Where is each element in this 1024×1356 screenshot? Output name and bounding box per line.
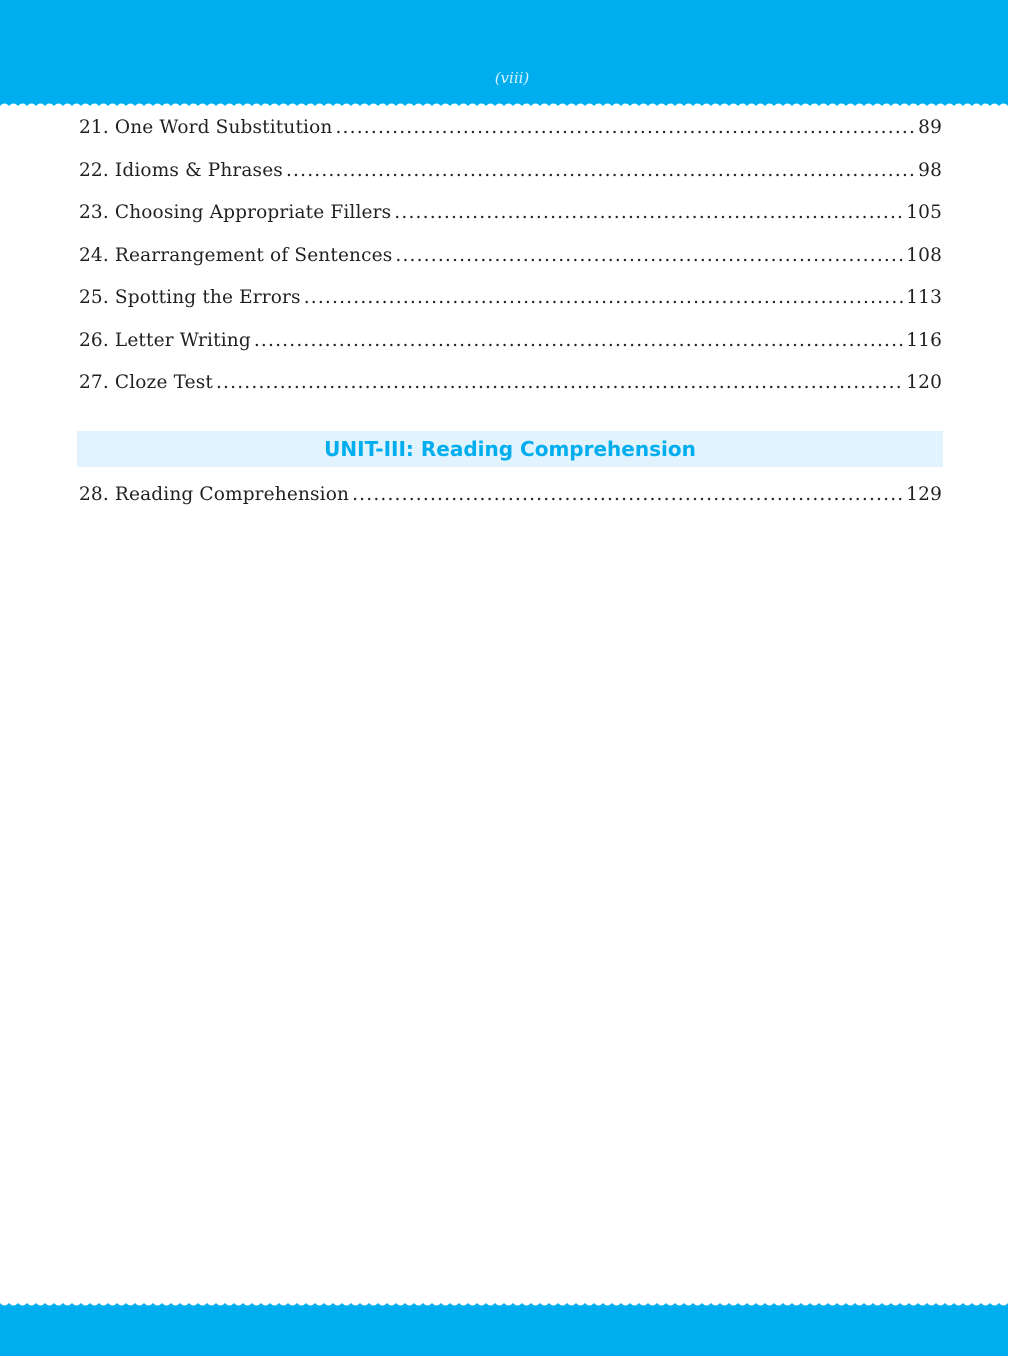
dot-leader — [335, 117, 916, 138]
toc-entry-page: 108 — [906, 245, 942, 266]
toc-entry[interactable] — [79, 202, 942, 228]
toc-entry[interactable] — [79, 160, 942, 186]
footer-wave-edge — [0, 1298, 1008, 1308]
dot-leader — [352, 484, 904, 505]
unit-heading: UNIT-III: Reading Comprehension — [77, 431, 943, 467]
toc-entry-page: 113 — [906, 287, 942, 308]
toc-entry-page: 89 — [918, 117, 942, 138]
toc-entry[interactable] — [79, 287, 942, 313]
footer-band — [0, 1303, 1008, 1356]
dot-leader — [395, 245, 904, 266]
page-number: (viii) — [494, 69, 530, 87]
toc-entry[interactable] — [79, 372, 942, 398]
toc-entry-page: 120 — [906, 372, 942, 393]
toc-entry-title: 21. One Word Substitution — [79, 117, 333, 138]
toc-entry[interactable] — [79, 330, 942, 356]
toc-entry-page: 98 — [918, 160, 942, 181]
toc-entry[interactable] — [79, 484, 942, 510]
toc-entry-title: 22. Idioms & Phrases — [79, 160, 283, 181]
header-band — [0, 0, 1008, 106]
toc-entry-page: 129 — [906, 484, 942, 505]
toc-entry-title: 27. Cloze Test — [79, 372, 213, 393]
toc-entry-title: 28. Reading Comprehension — [79, 484, 350, 505]
toc-entry[interactable] — [79, 245, 942, 271]
header-wave-edge — [0, 101, 1008, 111]
toc-entry-title: 23. Choosing Appropriate Fillers — [79, 202, 392, 223]
toc-entry[interactable] — [79, 117, 942, 143]
toc-entry-page: 116 — [906, 330, 942, 351]
toc-entry-title: 26. Letter Writing — [79, 330, 251, 351]
toc-entry-page: 105 — [906, 202, 942, 223]
dot-leader — [286, 160, 916, 181]
toc-entry-title: 25. Spotting the Errors — [79, 287, 301, 308]
dot-leader — [254, 330, 904, 351]
dot-leader — [394, 202, 904, 223]
toc-entry-title: 24. Rearrangement of Sentences — [79, 245, 393, 266]
dot-leader — [216, 372, 904, 393]
dot-leader — [304, 287, 905, 308]
